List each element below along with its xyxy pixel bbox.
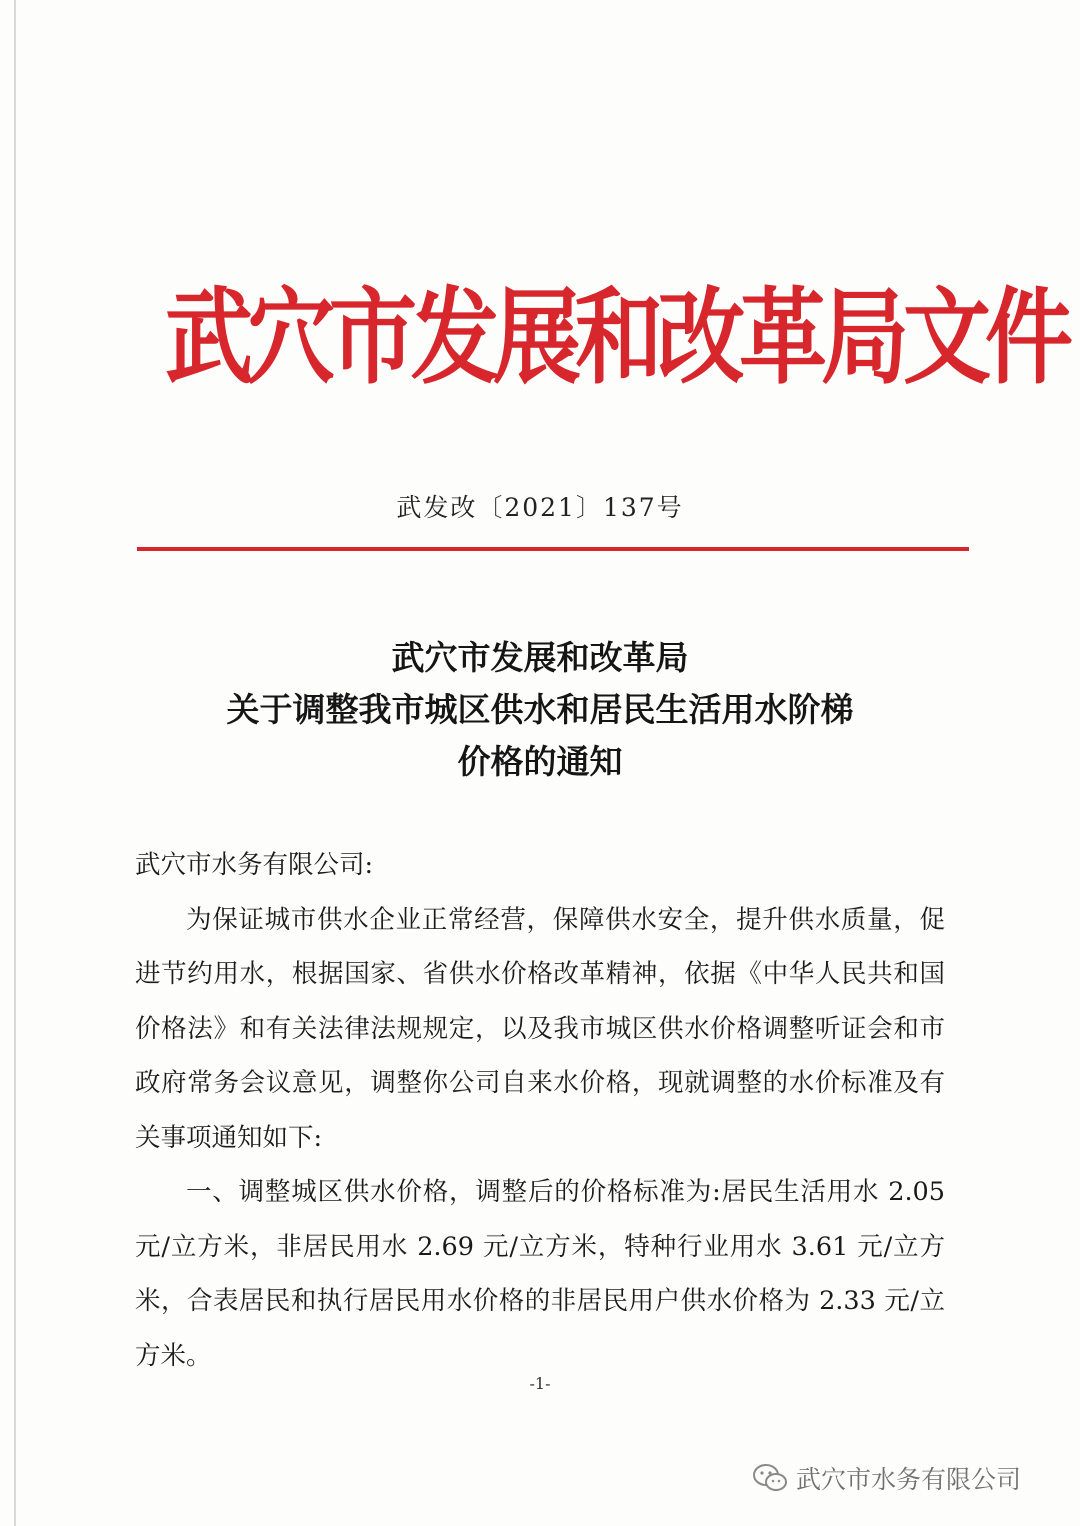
notice-body xyxy=(135,838,945,1383)
page-number: -1- xyxy=(529,1374,551,1393)
title-line-2: 关于调整我市城区供水和居民生活用水阶梯 xyxy=(226,690,854,729)
title-line-1: 武穴市发展和改革局 xyxy=(391,638,689,677)
masthead-title: 武穴市发展和改革局文件 xyxy=(165,276,1068,399)
notice-title xyxy=(0,632,1080,788)
wechat-icon xyxy=(752,1463,788,1493)
title-line-3: 价格的通知 xyxy=(457,742,623,781)
document-number: 武发改〔2021〕137号 xyxy=(396,493,684,522)
salutation: 武穴市水务有限公司: xyxy=(135,850,374,880)
body-paragraph-2: 一、调整城区供水价格，调整后的价格标准为:居民生活用水 2.05 元/立方米，非居民用水 2.69 元/立方米，特种行业用水 3.61 元/立方米，合表居民和执行居民用水价格的非居民用户供水价格为 2.33 元/立方米。 xyxy=(135,1177,945,1371)
body-paragraph-1: 为保证城市供水企业正常经营，保障供水安全，提升供水质量，促进节约用水，根据国家、省供水价格改革精神，依据《中华人民共和国价格法》和有关法律法规规定，以及我市城区供水价格调整听证会和市政府常务会议意见，调整你公司自来水价格，现就调整的水价标准及有关事项通知如下: xyxy=(135,904,945,1153)
source-watermark xyxy=(752,1458,1021,1498)
watermark-text: 武穴市水务有限公司 xyxy=(796,1465,1022,1494)
red-separator-rule xyxy=(137,547,969,551)
